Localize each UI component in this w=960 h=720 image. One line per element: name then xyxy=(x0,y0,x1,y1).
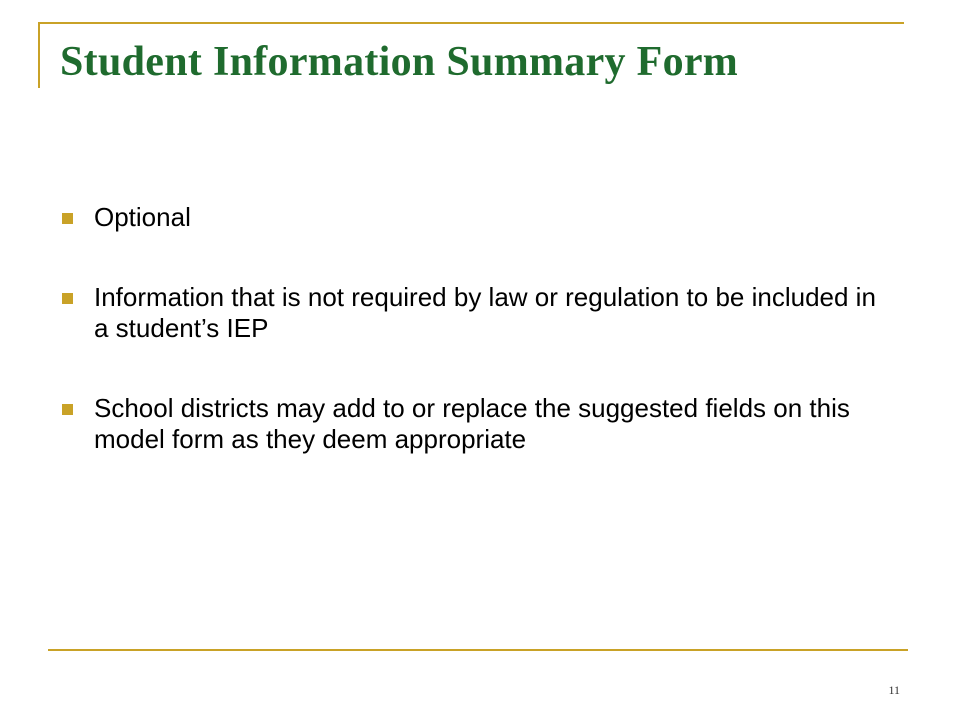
left-border-line xyxy=(38,22,40,88)
bullet-text: Information that is not required by law or regulation to be included in a student’s IEP xyxy=(94,282,876,343)
page-number: 11 xyxy=(888,683,900,697)
square-bullet-icon xyxy=(62,404,73,415)
footer-divider-line xyxy=(48,649,908,651)
bullet-list xyxy=(60,202,880,455)
square-bullet-icon xyxy=(62,293,73,304)
bullet-item-not-required xyxy=(60,282,880,344)
bullet-text: Optional xyxy=(94,202,191,232)
square-bullet-icon xyxy=(62,213,73,224)
slide-title: Student Information Summary Form xyxy=(60,39,739,85)
bullet-item-optional xyxy=(60,202,880,233)
top-border-line xyxy=(38,22,904,24)
bullet-text: School districts may add to or replace the suggested fields on this model form as they deem appropriate xyxy=(94,393,850,454)
bullet-item-districts xyxy=(60,393,880,455)
